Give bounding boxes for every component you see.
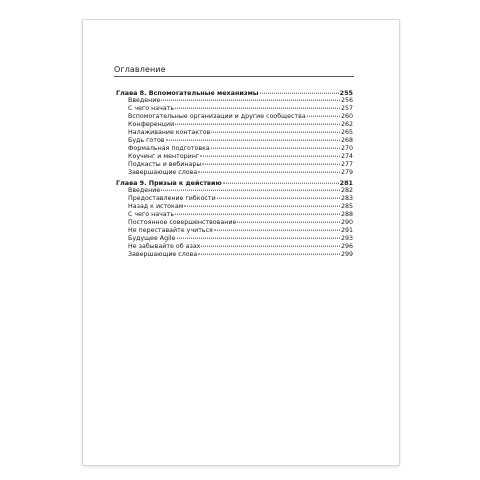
dot-leader [223, 183, 339, 184]
section-title: Будь готов [128, 137, 165, 144]
dot-leader [211, 148, 340, 149]
toc-entry[interactable] [116, 129, 353, 137]
running-head: Оглавление [114, 65, 166, 74]
toc-entry[interactable] [116, 153, 353, 161]
toc-entry[interactable] [116, 203, 353, 211]
section-title: Предоставление гибкости [128, 195, 216, 202]
dot-leader [217, 198, 340, 199]
section-page-number: 283 [340, 195, 353, 202]
dot-leader [211, 132, 340, 133]
section-title: Конференции [128, 121, 175, 128]
toc-entry[interactable] [116, 161, 353, 169]
section-page-number: 299 [340, 251, 353, 258]
section-title: Коучинг и менторинг [128, 153, 200, 160]
toc-entry[interactable] [116, 219, 353, 227]
section-title: Завершающие слова [128, 251, 198, 258]
section-title: Назад к истокам [128, 203, 184, 210]
dot-leader [201, 246, 340, 247]
chapter-page-number: 255 [339, 89, 353, 97]
section-page-number: 277 [340, 161, 353, 168]
chapter-title: Глава 8. Вспомогательные механизмы [116, 89, 259, 97]
section-title: Формальная подготовка [128, 145, 210, 152]
toc-entry[interactable] [116, 243, 353, 251]
dot-leader [198, 254, 340, 255]
toc-entry[interactable] [116, 211, 353, 219]
section-page-number: 285 [340, 203, 353, 210]
dot-leader [161, 100, 340, 101]
toc-entry[interactable] [116, 251, 353, 259]
toc-entry[interactable] [116, 169, 353, 177]
section-title: Вспомогательные организации и другие сообщества [128, 113, 306, 120]
toc-entry[interactable] [116, 187, 353, 195]
section-page-number: 268 [340, 137, 353, 144]
dot-leader [214, 230, 340, 231]
toc-entry[interactable] [116, 113, 353, 121]
dot-leader [175, 108, 340, 109]
section-title: Налаживание контактов [128, 129, 211, 136]
section-page-number: 256 [340, 97, 353, 104]
section-title: Введение [128, 187, 161, 194]
toc-entry[interactable] [116, 137, 353, 145]
toc-entry[interactable] [116, 227, 353, 235]
section-title: С чего начать [128, 211, 175, 218]
dot-leader [166, 140, 340, 141]
chapter-title: Глава 9. Призыв к действию [116, 179, 222, 187]
dot-leader [200, 156, 340, 157]
toc-chapter-8[interactable] [116, 89, 353, 97]
toc-entry[interactable] [116, 97, 353, 105]
dot-leader [177, 238, 340, 239]
section-page-number: 282 [340, 187, 353, 194]
section-title: Не забывайте об азах [128, 243, 201, 250]
chapter-page-number: 281 [339, 179, 353, 187]
toc-entry[interactable] [116, 195, 353, 203]
dot-leader [175, 214, 340, 215]
section-page-number: 270 [340, 145, 353, 152]
dot-leader [307, 116, 340, 117]
section-page-number: 296 [340, 243, 353, 250]
dot-leader [202, 164, 340, 165]
section-title: Не переставайте учиться [128, 227, 213, 234]
toc-entry[interactable] [116, 105, 353, 113]
section-page-number: 262 [340, 121, 353, 128]
dot-leader [161, 190, 340, 191]
section-title: Завершающие слова [128, 169, 198, 176]
toc-entry[interactable] [116, 145, 353, 153]
toc-entry[interactable] [116, 121, 353, 129]
dot-leader [175, 124, 340, 125]
section-title: Постоянное совершенствование [128, 219, 237, 226]
section-page-number: 265 [340, 129, 353, 136]
dot-leader [184, 206, 340, 207]
section-page-number: 257 [340, 105, 353, 112]
toc-entry[interactable] [116, 235, 353, 243]
section-title: Подкасты и вебинары [128, 161, 202, 168]
dot-leader [237, 222, 340, 223]
section-page-number: 260 [340, 113, 353, 120]
section-page-number: 290 [340, 219, 353, 226]
dot-leader [260, 93, 339, 94]
section-page-number: 291 [340, 227, 353, 234]
section-page-number: 279 [340, 169, 353, 176]
section-title: Введение [128, 97, 161, 104]
table-of-contents [116, 89, 353, 259]
toc-chapter-9[interactable] [116, 179, 353, 187]
section-title: С чего начать [128, 105, 175, 112]
dot-leader [198, 172, 340, 173]
section-page-number: 293 [340, 235, 353, 242]
book-page [83, 20, 399, 465]
section-page-number: 288 [340, 211, 353, 218]
section-title: Будущее Agile [128, 235, 176, 242]
header-rule [114, 76, 354, 77]
section-page-number: 274 [340, 153, 353, 160]
